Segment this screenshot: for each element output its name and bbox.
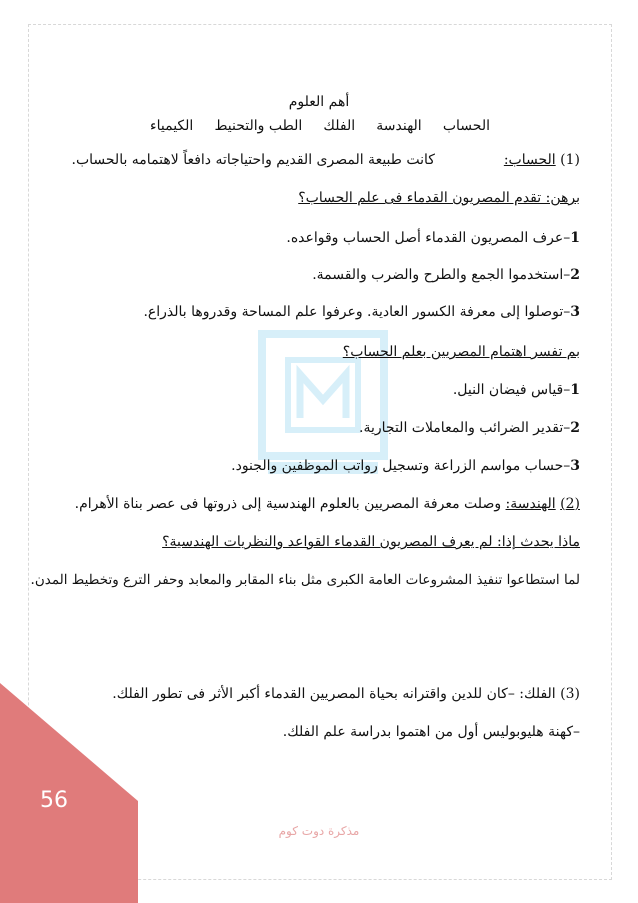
section-3-line-2: –كهنة هليوبوليس أول من اهتموا بدراسة علم الفلك.	[282, 724, 580, 740]
section-3-number: (3)	[560, 686, 580, 702]
section-1-heading: الحساب:	[503, 152, 556, 168]
science-item: الطب والتحنيط	[214, 118, 303, 134]
question-2: بم تفسر اهتمام المصريين بعلم الحساب؟	[342, 344, 580, 360]
q2-item: 2–تقدير الضرائب والمعاملات التجارية.	[359, 420, 580, 436]
section-1-text: كانت طبيعة المصرى القديم واحتياجاته دافعاً لاهتمامه بالحساب.	[71, 152, 435, 168]
section-2-heading: الهندسة:	[505, 496, 556, 512]
section-2-line	[75, 494, 580, 514]
section-1-line	[72, 150, 581, 170]
section-2-number: (2)	[560, 496, 580, 512]
q2-item: 3–حساب مواسم الزراعة وتسجيل رواتب الموظفين والجنود.	[231, 458, 580, 474]
sciences-list	[150, 118, 490, 134]
q3-answer: لما استطاعوا تنفيذ المشروعات العامة الكبرى مثل بناء المقابر والمعابد وحفر الترع وتخطيط المدن.	[30, 572, 580, 588]
science-item: الهندسة	[376, 118, 422, 134]
section-2-text: وصلت معرفة المصريين بالعلوم الهندسية إلى ذروتها فى عصر بناة الأهرام.	[74, 496, 502, 512]
question-3: ماذا يحدث إذا: لم يعرف المصريون القدماء القواعد والنظريات الهندسية؟	[162, 534, 580, 550]
page-corner-decoration	[0, 683, 138, 903]
question-1: برهن: تقدم المصريون القدماء فى علم الحساب؟	[298, 190, 580, 206]
q1-item: 3–توصلوا إلى معرفة الكسور العادية. وعرفوا علم المساحة وقدروها بالذراع.	[143, 304, 580, 320]
q1-item: 2–استخدموا الجمع والطرح والضرب والقسمة.	[312, 267, 580, 283]
section-3-text: –كان للدين واقترانه بحياة المصريين القدماء أكبر الأثر فى تطور الفلك.	[112, 686, 515, 702]
science-item: الفلك	[323, 118, 356, 134]
page-title: أهم العلوم	[288, 94, 350, 110]
section-3-heading: الفلك:	[519, 686, 556, 702]
science-item: الكيمياء	[150, 118, 194, 134]
q2-item: 1–قياس فيضان النيل.	[452, 382, 580, 398]
science-item: الحساب	[442, 118, 490, 134]
page-number: 56	[40, 788, 68, 813]
section-1-number: (1)	[560, 152, 580, 168]
section-3-line	[112, 684, 580, 704]
q1-item: 1–عرف المصريون القدماء أصل الحساب وقواعده.	[286, 230, 580, 246]
footer-brand: مذكرة دوت كوم	[278, 824, 360, 838]
